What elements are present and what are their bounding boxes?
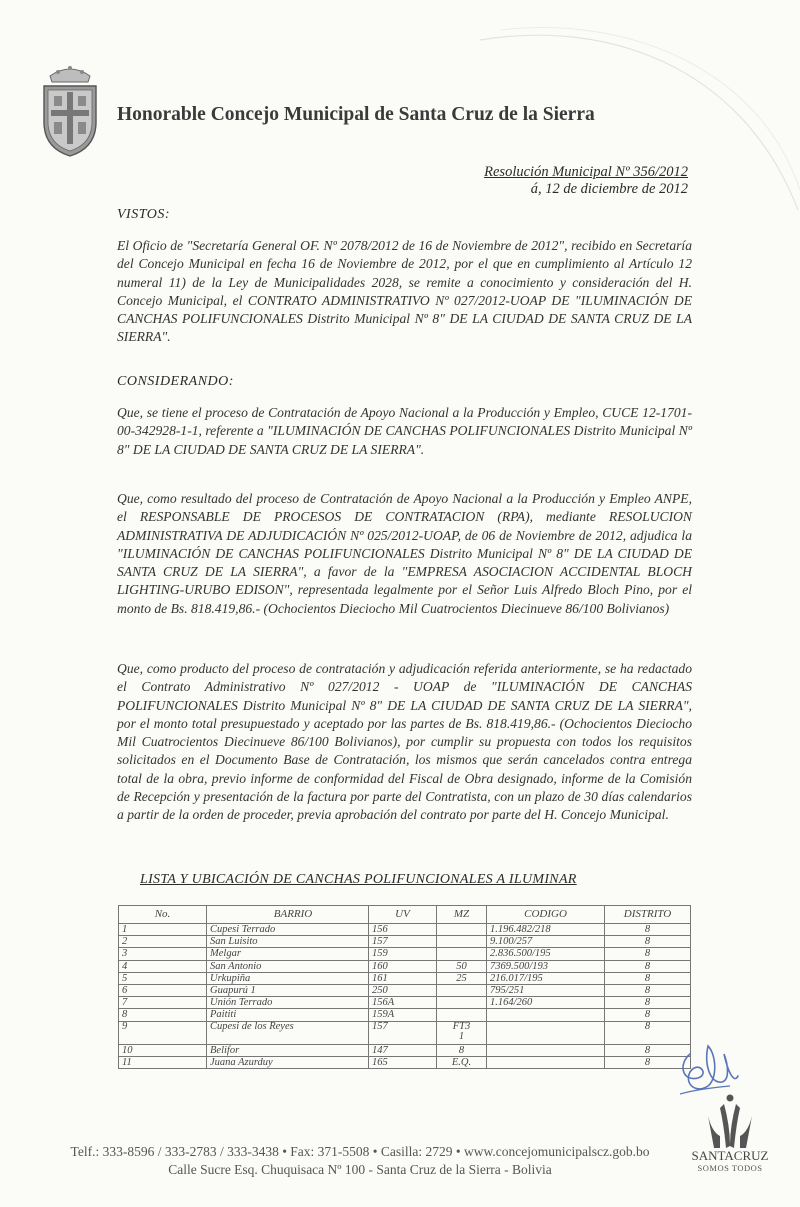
header-distrito: DISTRITO	[605, 906, 691, 924]
organization-title: Honorable Concejo Municipal de Santa Cruz de la Sierra	[117, 104, 595, 125]
table-row: 3 Melgar 159 2.836.500/195 8	[119, 948, 691, 960]
footer	[40, 1143, 680, 1179]
table-row: 9 Cupesi de los Reyes 157 FT3 1 8	[119, 1021, 691, 1044]
considerando-paragraph-1: Que, se tiene el proceso de Contratación de Apoyo Nacional a la Producción y Empleo, CUCE 12-1701-00-342928-1-1, referente a "ILUMINACIÓN DE CANCHAS POLIFUNCIONALES Distrito Municipal Nº 8" DE LA CIUDAD DE SANTA CRUZ DE LA SIERRA".	[117, 405, 692, 457]
vistos-paragraph: El Oficio de "Secretaría General OF. Nº 2078/2012 de 16 de Noviembre de 2012", recibido en Secretaría del Concejo Municipal en fecha 16 de Noviembre de 2012, por el que en cumplimiento al Artículo 12 numeral 11) de la Ley de Municipalidades 2028, se remite a conocimiento y consideración del H. Concejo Municipal, el CONTRATO ADMINISTRATIVO Nº 027/2012-UOAP DE "ILUMINACIÓN DE CANCHAS POLIFUNCIONALES Distrito Municipal Nº 8" DE LA CIUDAD DE SANTA CRUZ DE LA SIERRA".	[117, 238, 692, 345]
table-row: 10 Belifor 147 8 8	[119, 1044, 691, 1056]
table-row: 8 Paititi 159A 8	[119, 1009, 691, 1021]
table-row: 11 Juana Azurduy 165 E.Q. 8	[119, 1056, 691, 1068]
table-row: 1 Cupesi Terrado 156 1.196.482/218 8	[119, 924, 691, 936]
table-row: 7 Unión Terrado 156A 1.164/260 8	[119, 997, 691, 1009]
header-uv: UV	[369, 906, 437, 924]
considerando-paragraph-2: Que, como resultado del proceso de Contratación de Apoyo Nacional a la Producción y Empleo ANPE, el RESPONSABLE DE PROCESOS DE CONTRATACION (RPA), mediante RESOLUCION ADMINISTRATIVA DE ADJUDICACIÓN Nº 025/2012-UOAP, de 06 de Noviembre de 2012, adjudica la "ILUMINACIÓN DE CANCHAS POLIFUNCIONALES Distrito Municipal Nº 8" DE LA CIUDAD DE SANTA CRUZ DE LA SIERRA", a favor de la "EMPRESA ASOCIACION ACCIDENTAL BLOCH LIGHTING-URUBO EDISON", representada legalmente por el Señor Luis Alfredo Bloch Pino, por el monto de Bs. 818.419,86.- (Ochocientos Dieciocho Mil Cuatrocientos Diecinueve 86/100 Bolivianos)	[117, 491, 692, 616]
header-codigo: CODIGO	[487, 906, 605, 924]
list-title: LISTA Y UBICACIÓN DE CANCHAS POLIFUNCIONALES A ILUMINAR	[140, 872, 577, 887]
logo-name: SANTACRUZ	[691, 1148, 769, 1163]
considerando-paragraph-3: Que, como producto del proceso de contratación y adjudicación referida anteriormente, se ha redactado el Contrato Administrativo Nº 027/2012 - UOAP de "ILUMINACIÓN DE CANCHAS POLIFUNCIONALES Distrito Municipal Nº 8" DE LA CIUDAD DE SANTA CRUZ DE LA SIERRA", por el monto total presupuestado y aceptado por las partes de Bs. 818.419,86.- (Ochocientos Dieciocho Mil Cuatrocientos Diecinueve 86/100 Bolivianos), por cumplir su propuesta con todos los requisitos solicitados en el Documento Base de Contratación, los mismos que serán cancelados contra entrega total de la obra, previo informe de conformidad del Fiscal de Obra designado, informe de la Comisión de Recepción y presentación de la factura por parte del Contratista, con un plazo de 30 días calendarios a partir de la orden de proceder, previa aprobación del contrato por parte del H. Concejo Municipal.	[117, 661, 692, 823]
resolution-number: Resolución Municipal Nº 356/2012	[484, 164, 688, 180]
footer-contact: Telf.: 333-8596 / 333-2783 / 333-3438 • Fax: 371-5508 • Casilla: 2729 • www.concejomunicipalscz.gob.bo	[70, 1144, 650, 1159]
fields-table	[118, 905, 691, 1069]
table-row: 2 San Luisito 157 9.100/257 8	[119, 936, 691, 948]
considerando-heading: CONSIDERANDO:	[117, 374, 234, 389]
header-no: No.	[119, 906, 207, 924]
vistos-heading: VISTOS:	[117, 207, 171, 222]
table-header-row	[119, 906, 691, 924]
coat-of-arms-icon	[38, 62, 102, 158]
table-row: 6 Guapurú 1 250 795/251 8	[119, 984, 691, 996]
header-mz: MZ	[437, 906, 487, 924]
table-row: 4 San Antonio 160 50 7369.500/193 8	[119, 960, 691, 972]
resolution-block	[484, 164, 688, 198]
footer-address: Calle Sucre Esq. Chuquisaca Nº 100 - Santa Cruz de la Sierra - Bolivia	[168, 1162, 552, 1177]
table-row: 5 Urkupiña 161 25 216.017/195 8	[119, 972, 691, 984]
resolution-date: á, 12 de diciembre de 2012	[530, 181, 688, 197]
logo-tagline: SOMOS TODOS	[697, 1163, 763, 1173]
header-barrio: BARRIO	[207, 906, 369, 924]
